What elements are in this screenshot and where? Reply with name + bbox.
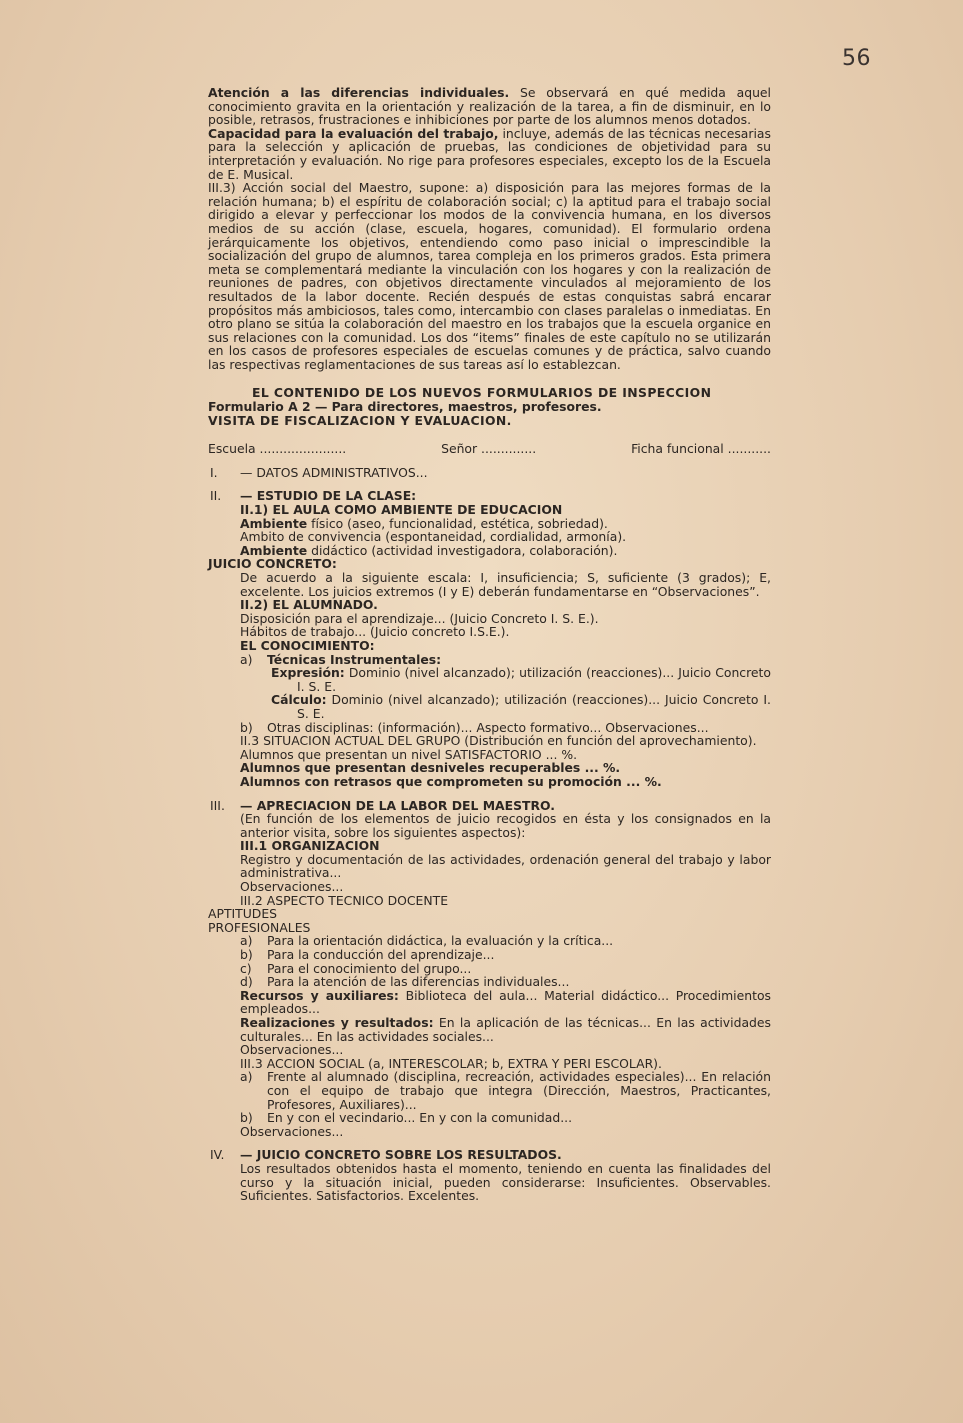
form-subtitle: Formulario A 2 — Para directores, maestros, profesores. <box>208 399 602 415</box>
field-escuela: Escuela ...................... <box>208 441 347 457</box>
paragraph-lead: Atención a las diferencias individuales. <box>208 85 510 100</box>
subsection-title: II.1) EL AULA COMO AMBIENTE DE EDUCACION <box>240 502 563 518</box>
aptitudes-heading: APTITUDES <box>208 906 278 922</box>
paragraph-lead: Capacidad para la evaluación del trabajo, <box>208 125 499 141</box>
juicio-scale-text: De acuerdo a la siguiente escala: I, insuficiencia; S, suficiente (3 grados); E, excelente. Los juicios extremos (I y E) deberán fundamentarse en “Observaciones”. <box>240 570 771 599</box>
section-ii-body <box>208 503 771 557</box>
section-i <box>208 466 771 480</box>
form-title: EL CONTENIDO DE LOS NUEVOS FORMULARIOS DE INSPECCION <box>252 385 712 401</box>
recursos-item: Recursos y auxiliares: Biblioteca del aula... Material didáctico... Procedimientos empleados... <box>240 987 771 1017</box>
juicio-concreto-heading: JUICIO CONCRETO: <box>208 556 337 572</box>
list-item: Alumnos que presentan desniveles recuperables ... %. <box>240 760 621 776</box>
list-item: Disposición para el aprendizaje... (Juicio Concreto I. S. E.). <box>240 610 599 626</box>
section-title: — ESTUDIO DE LA CLASE: <box>240 488 417 504</box>
list-item: Ambiente didáctico (actividad investigadora, colaboración). <box>240 542 618 558</box>
paragraph-social-action: III.3) Acción social del Maestro, supone: a) disposición para las mejores formas de la relación humana; b) el espíritu de colaboración social; c) la aptitud para el trabajo social dirigido a elevar y perfeccionar los modos de la convivencia humana, en los diversos medios de su acción (clase, escuela, hogares, comunidad). El formulario ordena jerárquicamente los objetivos, entendiendo como paso inicial o imprescindible la socialización del grupo de alumnos, tarea compleja en los primeros grados. Esta primera meta se complementará mediante la vinculación con los hogares y con la realización de reuniones de padres, con objetivos directamente vinculados al mejoramiento de los resultados de la labor docente. Recién después de estas conquistas sabrá encarar propósitos más ambiciosos, tales como, intercambio con clases paralelas o inmediatas. En otro plano se sitúa la colaboración del maestro en los trabajos que la escuela organice en sus relaciones con la comunidad. Los dos “items” finales de este capítulo no se utilizarán en los casos de profesores especiales de escuelas comunes y de práctica, salvo cuando las respectivas reglamentaciones de sus tareas así lo establezcan. <box>208 180 771 372</box>
list-item-expresion: Expresión: Dominio (nivel alcanzado); utilización (reacciones)... Juicio Concreto I. S. E. <box>271 665 771 694</box>
list-item: b) Otras disciplinas: (información)... Aspecto formativo... Observaciones... <box>240 719 709 735</box>
section-iv <box>208 1148 771 1162</box>
section-ii <box>208 489 771 503</box>
list-item: c) Para el conocimiento del grupo... <box>240 960 472 976</box>
list-item: Ambito de convivencia (espontaneidad, cordialidad, armonía). <box>240 529 627 545</box>
page-number: 56 <box>842 46 871 71</box>
profesionales-heading: PROFESIONALES <box>208 919 311 935</box>
list-item-calculo: Cálculo: Dominio (nivel alcanzado); utilización (reacciones)... Juicio Concreto I. S. E. <box>271 692 771 721</box>
visit-title: VISITA DE FISCALIZACION Y EVALUACION. <box>208 412 512 428</box>
section-iii-body <box>208 812 771 907</box>
list-item: a) Para la orientación didáctica, la evaluación y la crítica... <box>240 933 614 949</box>
list-item: Ambiente físico (aseo, funcionalidad, estética, sobriedad). <box>240 515 608 531</box>
paragraph-evaluation-capacity <box>208 127 771 181</box>
list-item: b) En y con el vecindario... En y con la comunidad... <box>240 1110 573 1126</box>
list-item: Alumnos que presentan un nivel SATISFACTORIO ... %. <box>240 746 578 762</box>
subsection-title: III.1 ORGANIZACION <box>240 838 380 854</box>
observaciones: Observaciones... <box>240 1123 344 1139</box>
document-body <box>208 86 771 1203</box>
section-ii-body-2 <box>208 571 771 789</box>
section-iv-body <box>208 1162 771 1203</box>
field-ficha-funcional: Ficha funcional ........... <box>631 441 771 457</box>
section-intro: (En función de los elementos de juicio recogidos en ésta y los consignados en la anterior visita, sobre los siguientes aspectos): <box>240 811 771 840</box>
subsection-title: III.2 ASPECTO TECNICO DOCENTE <box>240 892 449 908</box>
subsection-title: II.3 SITUACION ACTUAL DEL GRUPO (Distribución en función del aprovechamiento). <box>240 733 757 749</box>
section-title: — JUICIO CONCRETO SOBRE LOS RESULTADOS. <box>240 1147 562 1163</box>
section-title: — DATOS ADMINISTRATIVOS... <box>240 464 428 480</box>
paragraph-text: incluye, además de las técnicas necesarias para la selección y aplicación de pruebas, las condiciones de objetividad para su interpretación y evaluación. No rige para profesores especiales, excepto los de la Escuela de E. Musical. <box>208 125 771 182</box>
subsection-text: Registro y documentación de las actividades, ordenación general del trabajo y labor administrativa... <box>240 851 771 881</box>
subsection-title: EL CONOCIMIENTO: <box>240 637 375 653</box>
section-number: I. <box>210 464 218 480</box>
field-senor: Señor .............. <box>441 441 537 457</box>
section-number: IV. <box>210 1147 225 1163</box>
observaciones: Observaciones... <box>240 1042 344 1058</box>
list-item: d) Para la atención de las diferencias individuales... <box>240 974 570 990</box>
subsection-title: III.3 ACCION SOCIAL (a, INTERESCOLAR; b, EXTRA Y PERI ESCOLAR). <box>240 1055 662 1071</box>
list-item: Alumnos con retrasos que comprometen su promoción ... %. <box>240 773 662 789</box>
section-text: Los resultados obtenidos hasta el momento, teniendo en cuenta las finalidades del curso y la situación inicial, pueden considerarse: Insuficientes. Observables. Suficientes. Satisfactorios. Excelentes. <box>240 1160 771 1204</box>
section-number: II. <box>210 488 222 504</box>
list-item: b) Para la conducción del aprendizaje... <box>240 947 495 963</box>
section-title: — APRECIACION DE LA LABOR DEL MAESTRO. <box>240 797 555 813</box>
list-item: Hábitos de trabajo... (Juicio concreto I.S.E.). <box>240 624 510 640</box>
observaciones: Observaciones... <box>240 879 344 895</box>
paragraph-text: Se observará en qué medida aquel conocimiento gravita en la orientación y realización de la tarea, a fin de disminuir, en lo posible, retrasos, frustraciones e inhibiciones por parte de los alumnos menos dotados. <box>208 85 771 128</box>
section-number: III. <box>210 797 225 813</box>
subsection-title: II.2) EL ALUMNADO. <box>240 597 378 613</box>
realizaciones-item: Realizaciones y resultados: En la aplicación de las técnicas... En las actividades culturales... En las actividades sociales... <box>240 1015 771 1044</box>
paragraph-individual-differences <box>208 86 771 127</box>
list-item: a) Frente al alumnado (disciplina, recreación, actividades especiales)... En relación con el equipo de trabajo que integra (Dirección, Maestros, Practicantes, Profesores, Auxiliares)... <box>240 1069 771 1112</box>
form-fields-row <box>208 442 771 456</box>
list-item: a) Técnicas Instrumentales: <box>240 651 442 667</box>
section-iii-body-2 <box>208 934 771 1138</box>
section-iii <box>208 799 771 813</box>
